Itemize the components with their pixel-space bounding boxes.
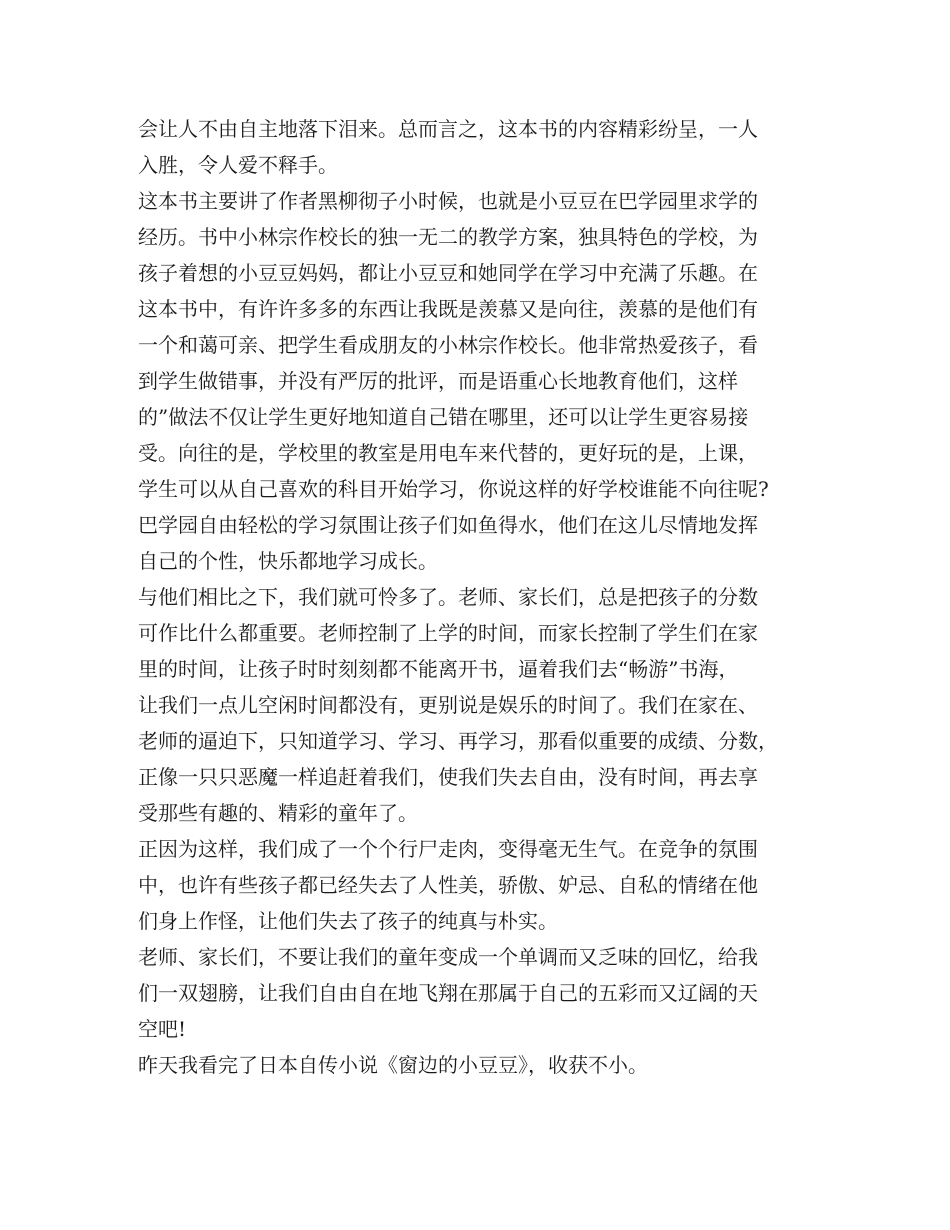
- document-body: [138, 111, 828, 1083]
- text-line: 中，也许有些孩子都已经失去了人性美，骄傲、妒忌、自私的情绪在他: [138, 873, 758, 897]
- text-line: 正像一只只恶魔一样追赶着我们，使我们失去自由，没有时间，再去享: [138, 765, 758, 789]
- text-line: 昨天我看完了日本自传小说《窗边的小豆豆》，收获不小。: [138, 1053, 648, 1077]
- text-line: 会让人不由自主地落下泪来。总而言之，这本书的内容精彩纷呈，一人: [138, 117, 758, 141]
- text-line: 到学生做错事，并没有严厉的批评，而是语重心长地教育他们，这样: [138, 369, 738, 393]
- text-line: 空吧!: [138, 1017, 187, 1041]
- text-line: 的”做法不仅让学生更好地知道自己错在哪里，还可以让学生更容易接: [138, 405, 749, 429]
- text-line: 入胜，令人爱不释手。: [138, 153, 338, 177]
- text-line: 老师的逼迫下，只知道学习、学习、再学习，那看似重要的成绩、分数，: [138, 729, 778, 753]
- text-line: 经历。书中小林宗作校长的独一无二的教学方案，独具特色的学校，为: [138, 225, 758, 249]
- text-line: 正因为这样，我们成了一个个行尸走肉，变得毫无生气。在竞争的氛围: [138, 837, 758, 861]
- text-line: 这本书中，有许许多多的东西让我既是羡慕又是向往，羡慕的是他们有: [138, 297, 758, 321]
- text-line: 受。向往的是，学校里的教室是用电车来代替的，更好玩的是，上课，: [138, 441, 758, 465]
- text-line: 里的时间，让孩子时时刻刻都不能离开书，逼着我们去“畅游”书海，: [138, 657, 739, 681]
- text-line: 与他们相比之下，我们就可怜多了。老师、家长们，总是把孩子的分数: [138, 585, 758, 609]
- text-line: 让我们一点儿空闲时间都没有，更别说是娱乐的时间了。我们在家在、: [138, 693, 758, 717]
- text-line: 巴学园自由轻松的学习氛围让孩子们如鱼得水，他们在这儿尽情地发挥: [138, 513, 758, 537]
- text-line: 受那些有趣的、精彩的童年了。: [138, 801, 418, 825]
- text-line: 可作比什么都重要。老师控制了上学的时间，而家长控制了学生们在家: [138, 621, 758, 645]
- text-line: 自己的个性，快乐都地学习成长。: [138, 549, 438, 573]
- text-line: 学生可以从自己喜欢的科目开始学习，你说这样的好学校谁能不向往呢?: [138, 477, 769, 501]
- text-line: 老师、家长们，不要让我们的童年变成一个单调而又乏味的回忆，给我: [138, 945, 758, 969]
- text-line: 们身上作怪，让他们失去了孩子的纯真与朴实。: [138, 909, 558, 933]
- text-line: 们一双翅膀，让我们自由自在地飞翔在那属于自己的五彩而又辽阔的天: [138, 981, 758, 1005]
- text-line: 孩子着想的小豆豆妈妈，都让小豆豆和她同学在学习中充满了乐趣。在: [138, 261, 758, 285]
- text-line: 这本书主要讲了作者黑柳彻子小时候，也就是小豆豆在巴学园里求学的: [138, 189, 758, 213]
- text-line: 一个和蔼可亲、把学生看成朋友的小林宗作校长。他非常热爱孩子，看: [138, 333, 758, 357]
